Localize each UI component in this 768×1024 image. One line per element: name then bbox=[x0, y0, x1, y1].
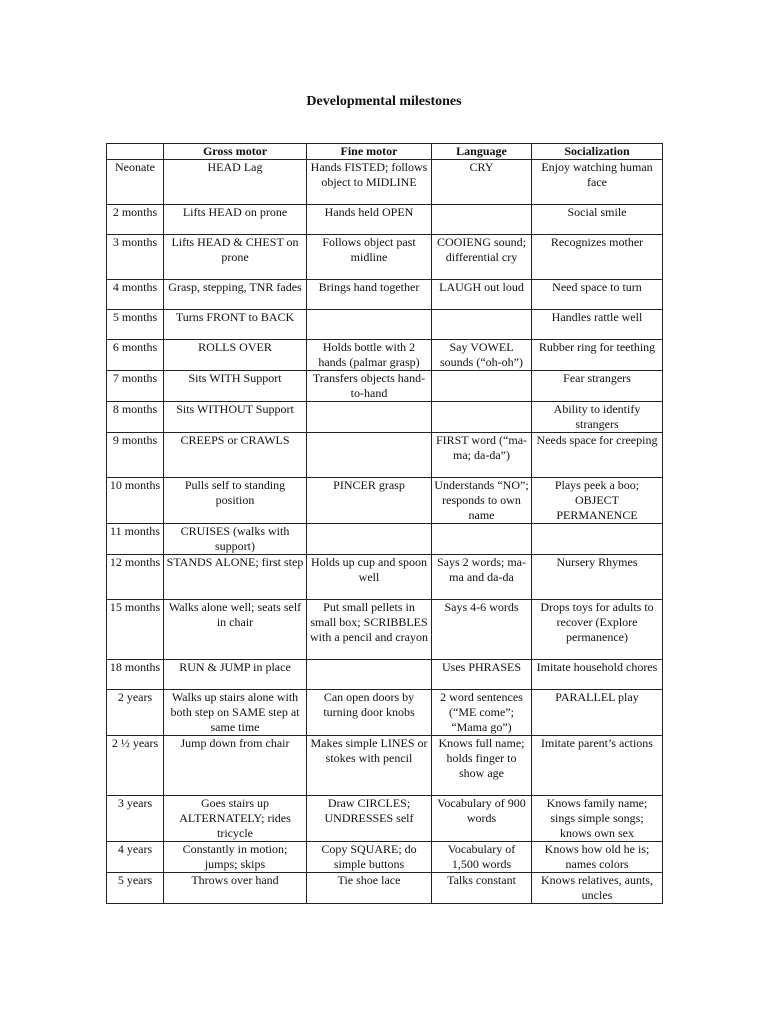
header-age bbox=[107, 144, 164, 160]
socialization-cell: Needs space for creeping bbox=[532, 433, 663, 478]
table-row bbox=[107, 524, 663, 555]
gross-motor-cell: Jump down from chair bbox=[164, 736, 307, 796]
language-cell bbox=[432, 402, 532, 433]
socialization-cell: Knows how old he is; names colors bbox=[532, 842, 663, 873]
gross-motor-cell: CREEPS or CRAWLS bbox=[164, 433, 307, 478]
socialization-cell: Ability to identify strangers bbox=[532, 402, 663, 433]
table-row bbox=[107, 842, 663, 873]
language-cell: CRY bbox=[432, 160, 532, 205]
age-cell: 2 years bbox=[107, 690, 164, 736]
gross-motor-cell: Constantly in motion; jumps; skips bbox=[164, 842, 307, 873]
gross-motor-cell: HEAD Lag bbox=[164, 160, 307, 205]
age-cell: 2 ½ years bbox=[107, 736, 164, 796]
table-body bbox=[107, 160, 663, 904]
language-cell: Uses PHRASES bbox=[432, 660, 532, 690]
language-cell: COOIENG sound; differential cry bbox=[432, 235, 532, 280]
gross-motor-cell: Throws over hand bbox=[164, 873, 307, 904]
page-title: Developmental milestones bbox=[306, 94, 462, 109]
table-row bbox=[107, 160, 663, 205]
fine-motor-cell bbox=[307, 310, 432, 340]
age-cell: Neonate bbox=[107, 160, 164, 205]
age-cell: 5 years bbox=[107, 873, 164, 904]
socialization-cell: Imitate household chores bbox=[532, 660, 663, 690]
language-cell: LAUGH out loud bbox=[432, 280, 532, 310]
fine-motor-cell: Holds bottle with 2 hands (palmar grasp) bbox=[307, 340, 432, 371]
age-cell: 15 months bbox=[107, 600, 164, 660]
fine-motor-cell: Can open doors by turning door knobs bbox=[307, 690, 432, 736]
socialization-cell: Knows family name; sings simple songs; knows own sex bbox=[532, 796, 663, 842]
table-row bbox=[107, 402, 663, 433]
header-gross-motor: Gross motor bbox=[164, 144, 307, 160]
table-row bbox=[107, 736, 663, 796]
socialization-cell: Handles rattle well bbox=[532, 310, 663, 340]
language-cell: Knows full name; holds finger to show age bbox=[432, 736, 532, 796]
fine-motor-cell: Brings hand together bbox=[307, 280, 432, 310]
age-cell: 3 years bbox=[107, 796, 164, 842]
table-row bbox=[107, 600, 663, 660]
socialization-cell: Social smile bbox=[532, 205, 663, 235]
table-row bbox=[107, 478, 663, 524]
socialization-cell: Recognizes mother bbox=[532, 235, 663, 280]
milestones-table bbox=[106, 143, 663, 904]
table-row bbox=[107, 340, 663, 371]
table-row bbox=[107, 660, 663, 690]
language-cell bbox=[432, 205, 532, 235]
age-cell: 7 months bbox=[107, 371, 164, 402]
table-row bbox=[107, 310, 663, 340]
language-cell: 2 word sentences (“ME come”; “Mama go”) bbox=[432, 690, 532, 736]
header-socialization: Socialization bbox=[532, 144, 663, 160]
age-cell: 10 months bbox=[107, 478, 164, 524]
fine-motor-cell: Draw CIRCLES; UNDRESSES self bbox=[307, 796, 432, 842]
fine-motor-cell: Copy SQUARE; do simple buttons bbox=[307, 842, 432, 873]
fine-motor-cell: Follows object past midline bbox=[307, 235, 432, 280]
gross-motor-cell: Walks alone well; seats self in chair bbox=[164, 600, 307, 660]
fine-motor-cell: Transfers objects hand-to-hand bbox=[307, 371, 432, 402]
fine-motor-cell: Tie shoe lace bbox=[307, 873, 432, 904]
age-cell: 9 months bbox=[107, 433, 164, 478]
age-cell: 6 months bbox=[107, 340, 164, 371]
table-header-row bbox=[107, 144, 663, 160]
gross-motor-cell: Walks up stairs alone with both step on SAME step at same time bbox=[164, 690, 307, 736]
fine-motor-cell bbox=[307, 524, 432, 555]
age-cell: 12 months bbox=[107, 555, 164, 600]
socialization-cell: PARALLEL play bbox=[532, 690, 663, 736]
socialization-cell: Fear strangers bbox=[532, 371, 663, 402]
table-row bbox=[107, 690, 663, 736]
socialization-cell: Rubber ring for teething bbox=[532, 340, 663, 371]
gross-motor-cell: RUN & JUMP in place bbox=[164, 660, 307, 690]
gross-motor-cell: Sits WITH Support bbox=[164, 371, 307, 402]
socialization-cell: Need space to turn bbox=[532, 280, 663, 310]
language-cell: Says 2 words; ma-ma and da-da bbox=[432, 555, 532, 600]
language-cell: FIRST word (“ma-ma; da-da”) bbox=[432, 433, 532, 478]
table-row bbox=[107, 280, 663, 310]
language-cell: Vocabulary of 900 words bbox=[432, 796, 532, 842]
language-cell: Say VOWEL sounds (“oh-oh”) bbox=[432, 340, 532, 371]
language-cell bbox=[432, 371, 532, 402]
table-row bbox=[107, 433, 663, 478]
fine-motor-cell: PINCER grasp bbox=[307, 478, 432, 524]
table-row bbox=[107, 873, 663, 904]
language-cell bbox=[432, 524, 532, 555]
fine-motor-cell: Put small pellets in small box; SCRIBBLES with a pencil and crayon bbox=[307, 600, 432, 660]
gross-motor-cell: Turns FRONT to BACK bbox=[164, 310, 307, 340]
fine-motor-cell: Hands FISTED; follows object to MIDLINE bbox=[307, 160, 432, 205]
table-row bbox=[107, 555, 663, 600]
language-cell: Talks constant bbox=[432, 873, 532, 904]
table-row bbox=[107, 371, 663, 402]
socialization-cell: Drops toys for adults to recover (Explore permanence) bbox=[532, 600, 663, 660]
header-fine-motor: Fine motor bbox=[307, 144, 432, 160]
socialization-cell: Nursery Rhymes bbox=[532, 555, 663, 600]
age-cell: 2 months bbox=[107, 205, 164, 235]
fine-motor-cell: Hands held OPEN bbox=[307, 205, 432, 235]
socialization-cell bbox=[532, 524, 663, 555]
gross-motor-cell: CRUISES (walks with support) bbox=[164, 524, 307, 555]
fine-motor-cell: Holds up cup and spoon well bbox=[307, 555, 432, 600]
socialization-cell: Knows relatives, aunts, uncles bbox=[532, 873, 663, 904]
table-row bbox=[107, 796, 663, 842]
fine-motor-cell bbox=[307, 433, 432, 478]
socialization-cell: Enjoy watching human face bbox=[532, 160, 663, 205]
fine-motor-cell bbox=[307, 660, 432, 690]
gross-motor-cell: ROLLS OVER bbox=[164, 340, 307, 371]
gross-motor-cell: Goes stairs up ALTERNATELY; rides tricycle bbox=[164, 796, 307, 842]
socialization-cell: Plays peek a boo; OBJECT PERMANENCE bbox=[532, 478, 663, 524]
language-cell: Understands “NO”; responds to own name bbox=[432, 478, 532, 524]
language-cell: Says 4-6 words bbox=[432, 600, 532, 660]
age-cell: 4 years bbox=[107, 842, 164, 873]
gross-motor-cell: Sits WITHOUT Support bbox=[164, 402, 307, 433]
fine-motor-cell: Makes simple LINES or stokes with pencil bbox=[307, 736, 432, 796]
age-cell: 11 months bbox=[107, 524, 164, 555]
age-cell: 3 months bbox=[107, 235, 164, 280]
age-cell: 5 months bbox=[107, 310, 164, 340]
fine-motor-cell bbox=[307, 402, 432, 433]
language-cell: Vocabulary of 1,500 words bbox=[432, 842, 532, 873]
socialization-cell: Imitate parent’s actions bbox=[532, 736, 663, 796]
gross-motor-cell: Lifts HEAD & CHEST on prone bbox=[164, 235, 307, 280]
gross-motor-cell: Grasp, stepping, TNR fades bbox=[164, 280, 307, 310]
gross-motor-cell: STANDS ALONE; first step bbox=[164, 555, 307, 600]
gross-motor-cell: Pulls self to standing position bbox=[164, 478, 307, 524]
table-row bbox=[107, 205, 663, 235]
age-cell: 18 months bbox=[107, 660, 164, 690]
table-row bbox=[107, 235, 663, 280]
header-language: Language bbox=[432, 144, 532, 160]
age-cell: 8 months bbox=[107, 402, 164, 433]
language-cell bbox=[432, 310, 532, 340]
gross-motor-cell: Lifts HEAD on prone bbox=[164, 205, 307, 235]
age-cell: 4 months bbox=[107, 280, 164, 310]
